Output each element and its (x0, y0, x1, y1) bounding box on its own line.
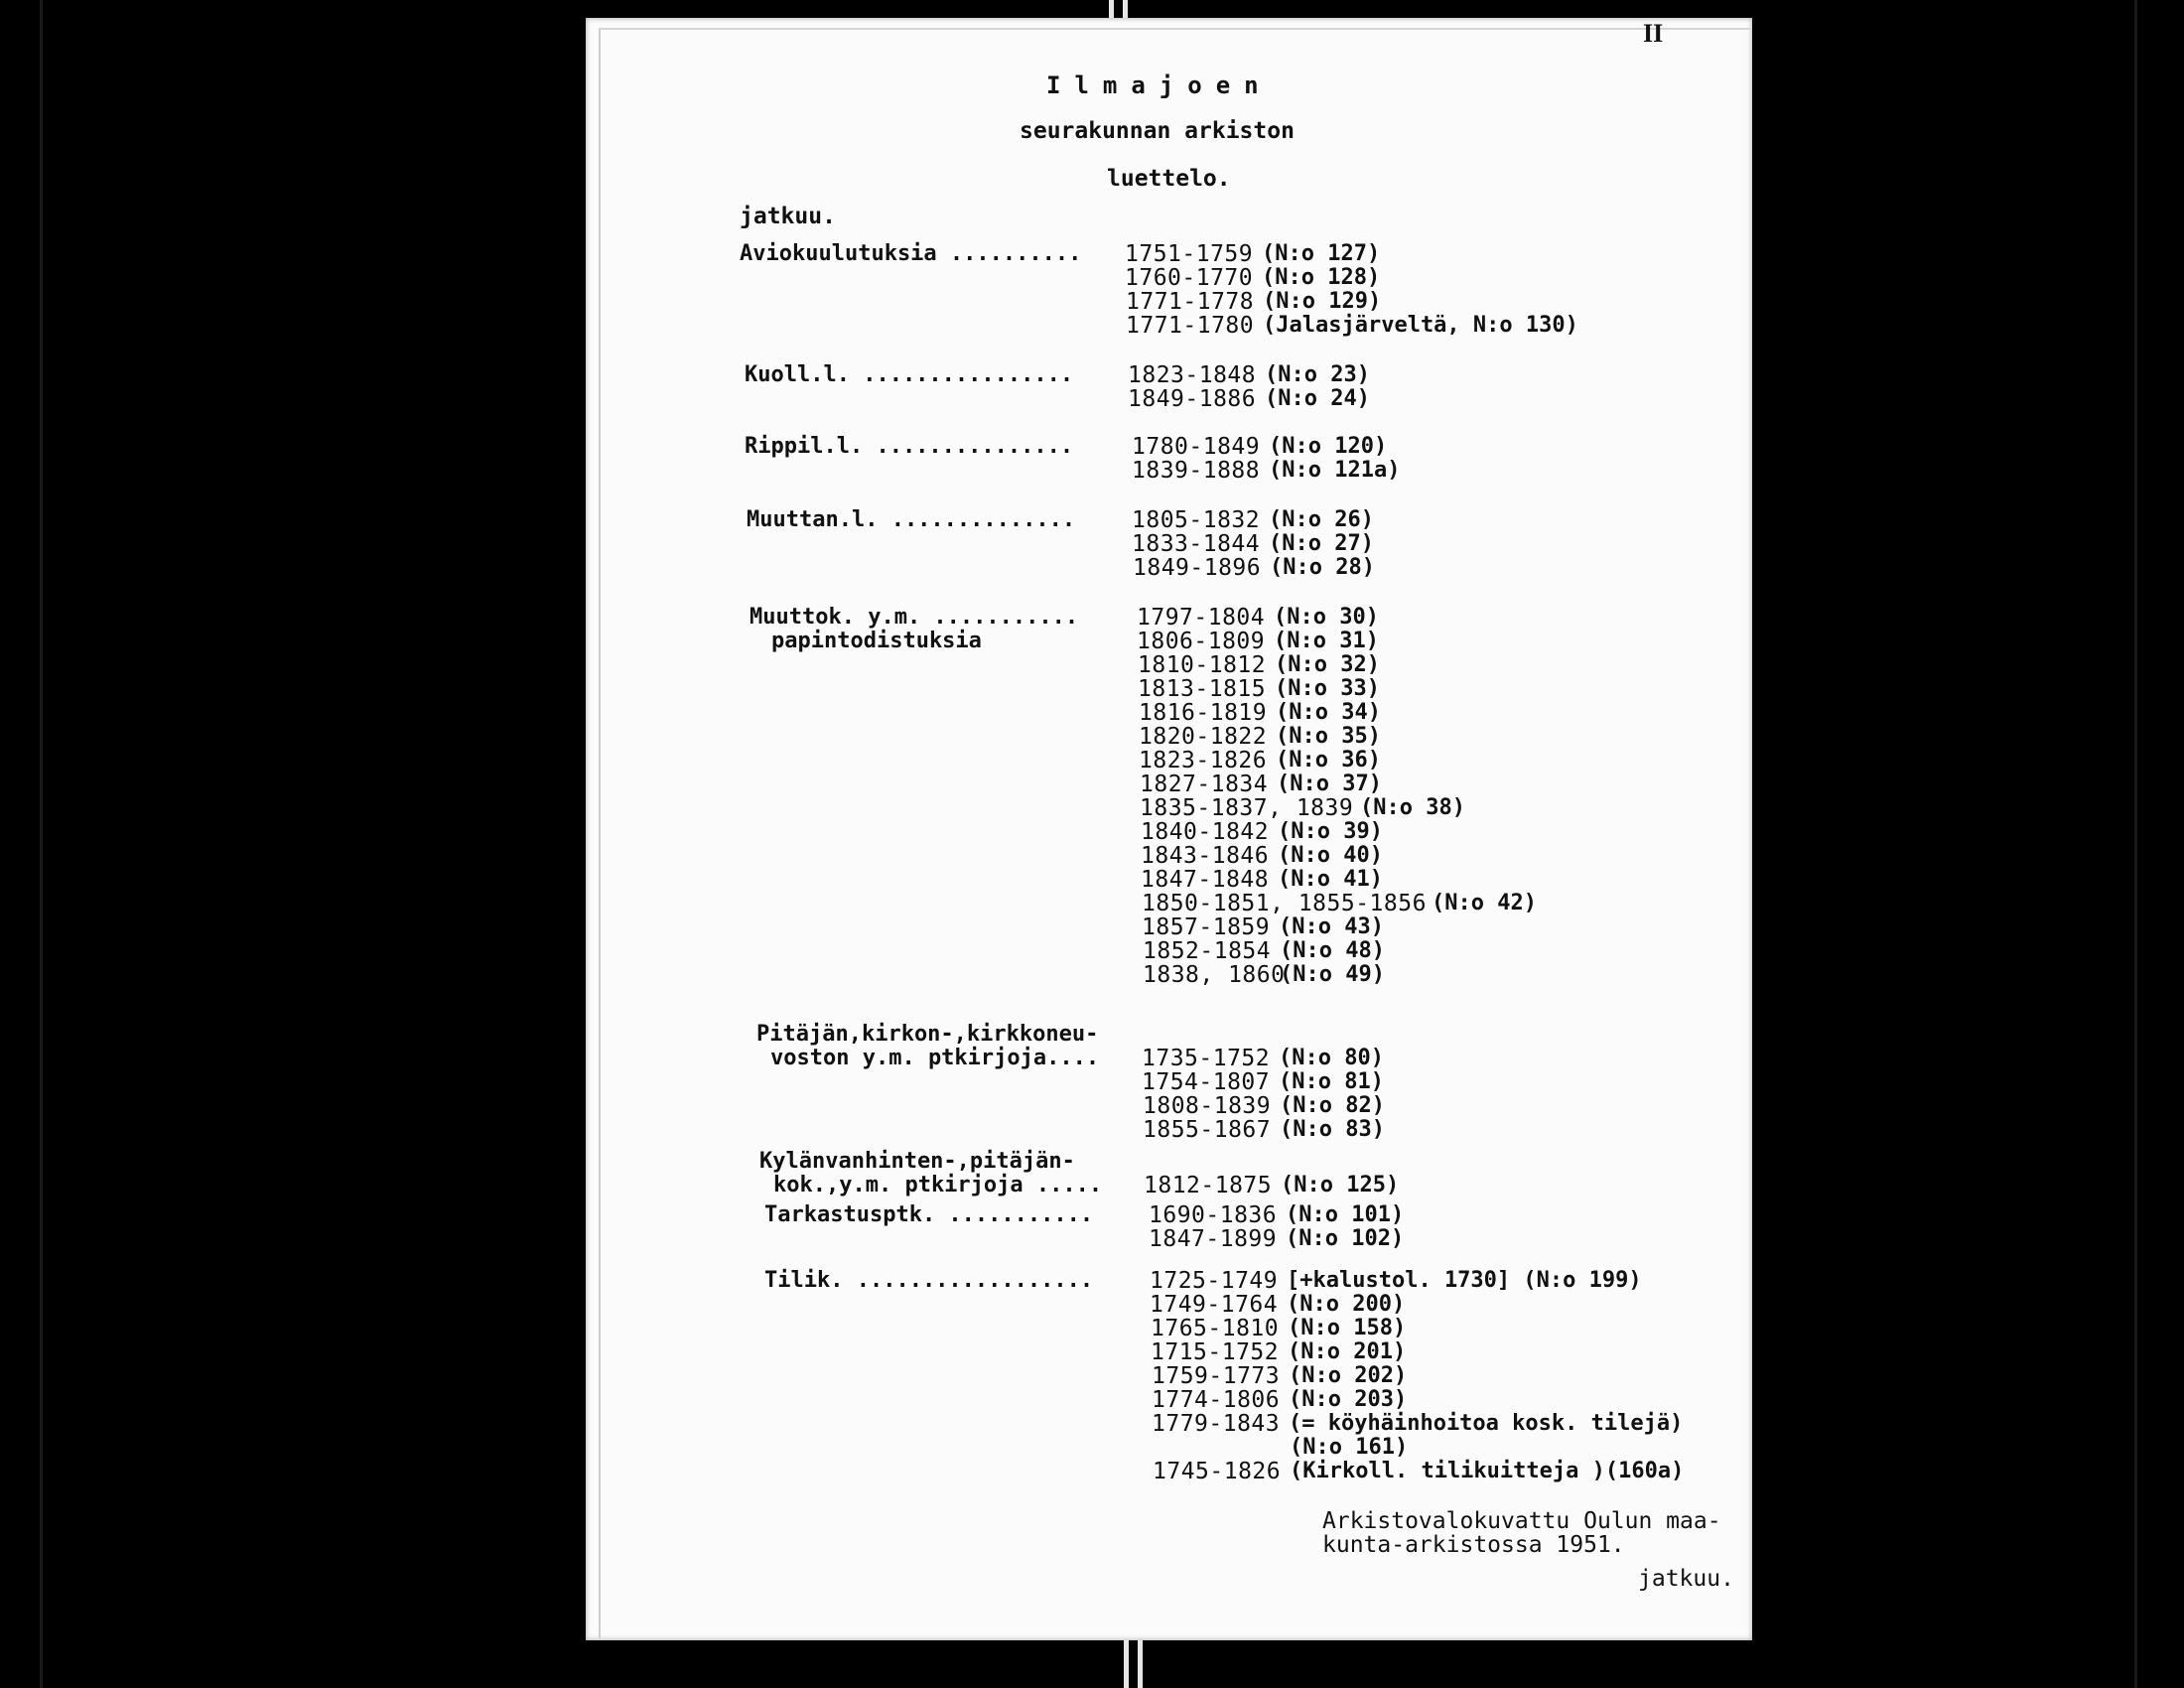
entry-reference: (N:o 201) (1288, 1339, 1407, 1364)
entry-category: Muuttok. y.m. ........... (750, 605, 1079, 630)
entry-years: 1849-1886 (1128, 386, 1257, 412)
entry-reference: (N:o 202) (1289, 1363, 1408, 1388)
entry-years: 1725-1749 (1150, 1268, 1279, 1294)
entry-category-continued: voston y.m. ptkirjoja.... (770, 1046, 1100, 1070)
entry-reference: (N:o 82) (1280, 1093, 1385, 1118)
entry-reference: (Jalasjärveltä, N:o 130) (1263, 313, 1578, 338)
entry-reference: (N:o 121a) (1269, 458, 1401, 483)
entry-years: 1808-1839 (1143, 1093, 1272, 1119)
entry-years: 1759-1773 (1152, 1363, 1281, 1389)
entry-category: Kuoll.l. ................ (745, 362, 1074, 387)
footer-note-line-2: kunta-arkistossa 1951. (1322, 1532, 1625, 1558)
continued-label-top: jatkuu. (740, 204, 836, 229)
page-subtitle: seurakunnan arkiston (1020, 118, 1295, 144)
entry-years: 1852-1854 (1143, 938, 1272, 964)
entry-years: 1816-1819 (1139, 700, 1268, 726)
entry-reference: (N:o 48) (1280, 938, 1385, 963)
entry-reference: (N:o 34) (1276, 700, 1381, 725)
entry-reference: (N:o 125) (1281, 1173, 1400, 1197)
entry-years: 1857-1859 (1142, 914, 1271, 940)
entry-years: 1823-1848 (1128, 362, 1257, 388)
entry-years: 1847-1848 (1141, 867, 1270, 893)
entry-reference: (N:o 41) (1278, 867, 1383, 892)
binding-strip-bottom (1138, 1640, 1143, 1688)
entry-reference: (N:o 129) (1263, 289, 1382, 314)
entry-years: 1779-1843 (1152, 1411, 1281, 1437)
entry-reference: (N:o 127) (1262, 241, 1381, 266)
entry-reference: (N:o 203) (1289, 1387, 1408, 1412)
entry-years: 1810-1812 (1138, 652, 1267, 678)
entry-years: 1812-1875 (1144, 1173, 1273, 1198)
entry-category: Rippil.l. ............... (745, 434, 1074, 459)
entry-reference: (N:o 31) (1274, 629, 1379, 653)
entry-years: 1838, 1860 (1143, 962, 1286, 988)
entry-reference: (N:o 28) (1270, 555, 1375, 580)
entry-reference: (N:o 27) (1269, 531, 1374, 556)
entry-reference: (N:o 38) (1360, 795, 1465, 820)
entry-years: 1849-1896 (1133, 555, 1262, 581)
entry-reference: (N:o 200) (1287, 1292, 1406, 1317)
entry-reference: (N:o 158) (1288, 1316, 1407, 1340)
entry-years: 1847-1899 (1149, 1226, 1278, 1252)
entry-reference: (N:o 43) (1279, 914, 1384, 939)
entry-reference: (N:o 81) (1279, 1069, 1384, 1094)
film-streak (40, 0, 43, 1688)
entry-years: 1823-1826 (1139, 748, 1268, 774)
entry-years: 1843-1846 (1141, 843, 1270, 869)
entry-reference: (N:o 49) (1280, 962, 1385, 987)
entry-category: Aviokuulutuksia .......... (740, 241, 1082, 266)
page-number: II (1643, 19, 1664, 48)
entry-years: 1751-1759 (1125, 241, 1254, 267)
footer-note-line-1: Arkistovalokuvattu Oulun maa- (1322, 1508, 1721, 1534)
entry-years: 1840-1842 (1141, 819, 1270, 845)
entry-reference: [+kalustol. 1730] (N:o 199) (1287, 1268, 1642, 1293)
entry-years: 1771-1778 (1126, 289, 1255, 315)
entry-years: 1835-1837, 1839 (1140, 795, 1354, 821)
entry-years: 1690-1836 (1149, 1202, 1278, 1228)
entry-category-continued: kok.,y.m. ptkirjoja ..... (773, 1173, 1103, 1197)
entry-reference: (N:o 161) (1290, 1435, 1409, 1460)
entry-years: 1813-1815 (1138, 676, 1267, 702)
entry-category: Tarkastusptk. ........... (764, 1202, 1094, 1227)
entry-years: 1754-1807 (1142, 1069, 1271, 1095)
entry-category: Muuttan.l. .............. (747, 507, 1076, 532)
entry-reference: (N:o 30) (1274, 605, 1379, 630)
entry-reference: (N:o 24) (1265, 386, 1370, 411)
entry-years: 1827-1834 (1140, 772, 1269, 797)
entry-years: 1806-1809 (1137, 629, 1266, 654)
entry-reference: (N:o 120) (1269, 434, 1388, 459)
entry-reference: (N:o 101) (1286, 1202, 1405, 1227)
entry-years: 1745-1826 (1153, 1459, 1282, 1484)
page-title: Ilmajoen (1046, 71, 1273, 99)
entry-reference: (Kirkoll. tilikuitteja )(160a) (1290, 1459, 1685, 1483)
entry-reference: (N:o 80) (1279, 1046, 1384, 1070)
entry-years: 1839-1888 (1132, 458, 1261, 484)
entry-years: 1749-1764 (1150, 1292, 1279, 1318)
entry-years: 1850-1851, 1855-1856 (1142, 891, 1427, 916)
entry-reference: (N:o 128) (1262, 265, 1381, 290)
entry-category-continued: papintodistuksia (771, 629, 982, 653)
entry-years: 1735-1752 (1142, 1046, 1271, 1071)
entry-reference: (N:o 83) (1280, 1117, 1385, 1142)
entry-reference: (N:o 40) (1278, 843, 1383, 868)
entry-years: 1805-1832 (1132, 507, 1261, 533)
entry-reference: (N:o 36) (1276, 748, 1381, 773)
entry-reference: (N:o 37) (1277, 772, 1382, 796)
page-subtitle-2: luettelo. (1107, 166, 1231, 192)
entry-years: 1797-1804 (1137, 605, 1266, 631)
entry-years: 1833-1844 (1132, 531, 1261, 557)
binding-strip-top (1123, 0, 1128, 20)
entry-years: 1820-1822 (1139, 724, 1268, 750)
entry-category: Pitäjän,kirkon-,kirkkoneu- (756, 1022, 1099, 1047)
entry-years: 1780-1849 (1132, 434, 1261, 460)
entry-years: 1760-1770 (1125, 265, 1254, 291)
entry-reference: (= köyhäinhoitoa kosk. tilejä) (1289, 1411, 1684, 1436)
entry-reference: (N:o 32) (1275, 652, 1380, 677)
entry-reference: (N:o 23) (1265, 362, 1370, 387)
film-streak (2134, 0, 2137, 1688)
entry-years: 1765-1810 (1151, 1316, 1280, 1341)
binding-strip-top (1109, 0, 1114, 20)
entry-category: Tilik. .................. (764, 1268, 1094, 1293)
entry-category: Kylänvanhinten-,pitäjän- (759, 1149, 1075, 1174)
entry-reference: (N:o 35) (1276, 724, 1381, 749)
entry-reference: (N:o 26) (1269, 507, 1374, 532)
binding-strip-bottom (1124, 1640, 1129, 1688)
entry-reference: (N:o 39) (1278, 819, 1383, 844)
entry-years: 1774-1806 (1152, 1387, 1281, 1413)
entry-reference: (N:o 42) (1432, 891, 1537, 915)
entry-reference: (N:o 102) (1286, 1226, 1405, 1251)
continued-label-bottom: jatkuu. (1638, 1566, 1734, 1592)
entry-years: 1855-1867 (1143, 1117, 1272, 1143)
entry-years: 1715-1752 (1151, 1339, 1280, 1365)
entry-reference: (N:o 33) (1275, 676, 1380, 701)
entry-years: 1771-1780 (1126, 313, 1255, 339)
